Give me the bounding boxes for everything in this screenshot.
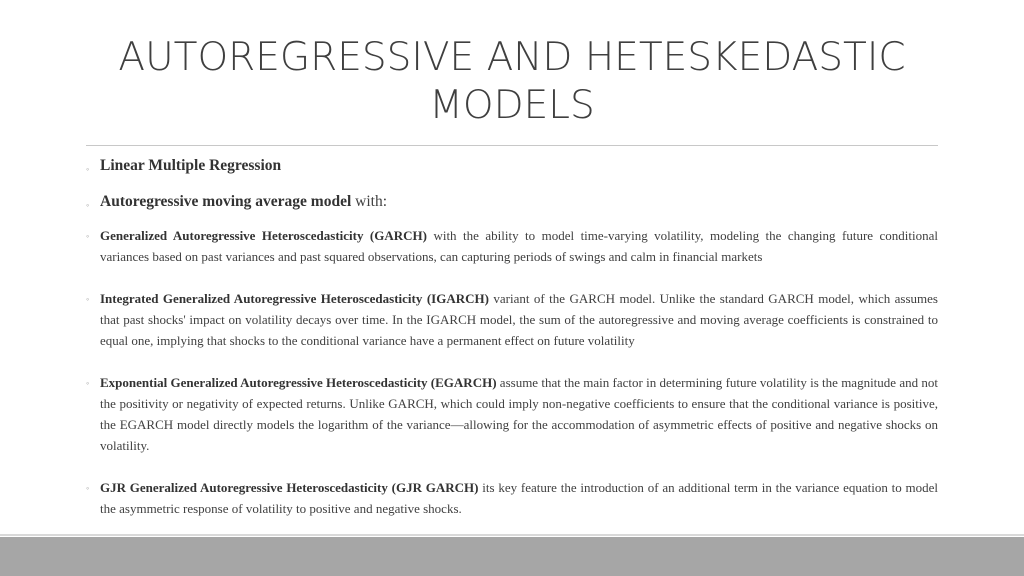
slide-title-line-1: AUTOREGRESSIVE AND HETESKEDASTIC — [118, 35, 906, 80]
bullet-item-garch — [86, 225, 938, 267]
footer-bar — [0, 537, 1024, 576]
bullet-item-egarch — [86, 372, 938, 456]
bullet-body-text: with the ability to model time-varying volatility, modeling the changing future conditional variances based on past variances and past squared observations, can capturing periods of swings and calm in financial markets — [100, 228, 938, 264]
bullet-bold-text: Linear Multiple Regression — [100, 157, 282, 174]
bullet-body-text: its key feature the introduction of an additional term in the variance equation to model the asymmetric response of volatility to positive and negative shocks. — [100, 480, 938, 516]
bullet-icon: ◦ — [86, 231, 90, 241]
footer-divider — [0, 534, 1024, 536]
bullet-bold-text: Exponential Generalized Autoregressive Heteroscedasticity (EGARCH) — [100, 375, 497, 390]
bullet-body-text: variant of the GARCH model. Unlike the standard GARCH model, which assumes that past shocks' impact on volatility decays over time. In the IGARCH model, the sum of the autoregressive and moving average coefficients is constrained to equal one, implying that shocks to the conditional variance have a permanent effect on future volatility — [100, 291, 938, 348]
bullet-icon: ◦ — [86, 294, 90, 304]
bullet-body-text: with: — [351, 193, 388, 210]
slide-title-line-2: MODELS — [429, 83, 595, 128]
bullet-body-text: assume that the main factor in determining future volatility is the magnitude and not the positivity or negativity of expected returns. Unlike GARCH, which could imply non-negative coefficients to ensure that the conditional variance is positive, the EGARCH model directly models the logarithm of the variance—allowing for the accommodation of asymmetric effects of positive and negative shocks on volatility. — [100, 375, 938, 453]
bullet-list — [86, 150, 938, 519]
bullet-bold-text: Autoregressive moving average model — [100, 193, 352, 210]
slide-title — [60, 34, 964, 130]
bullet-item-linear-regression — [86, 155, 938, 177]
bullet-bold-text: GJR Generalized Autoregressive Heteroscedasticity (GJR GARCH) — [100, 480, 479, 495]
bullet-item-gjr-garch — [86, 477, 938, 519]
title-divider — [86, 145, 938, 146]
bullet-bold-text: Integrated Generalized Autoregressive Heteroscedasticity (IGARCH) — [100, 291, 489, 306]
bullet-item-arma — [86, 191, 938, 213]
bullet-bold-text: Generalized Autoregressive Heteroscedasticity (GARCH) — [100, 228, 427, 243]
bullet-icon: ◦ — [86, 483, 90, 493]
bullet-icon: ◦ — [86, 378, 90, 388]
bullet-icon: ◦ — [86, 164, 90, 174]
bullet-item-igarch — [86, 288, 938, 351]
bullet-icon: ◦ — [86, 200, 90, 210]
